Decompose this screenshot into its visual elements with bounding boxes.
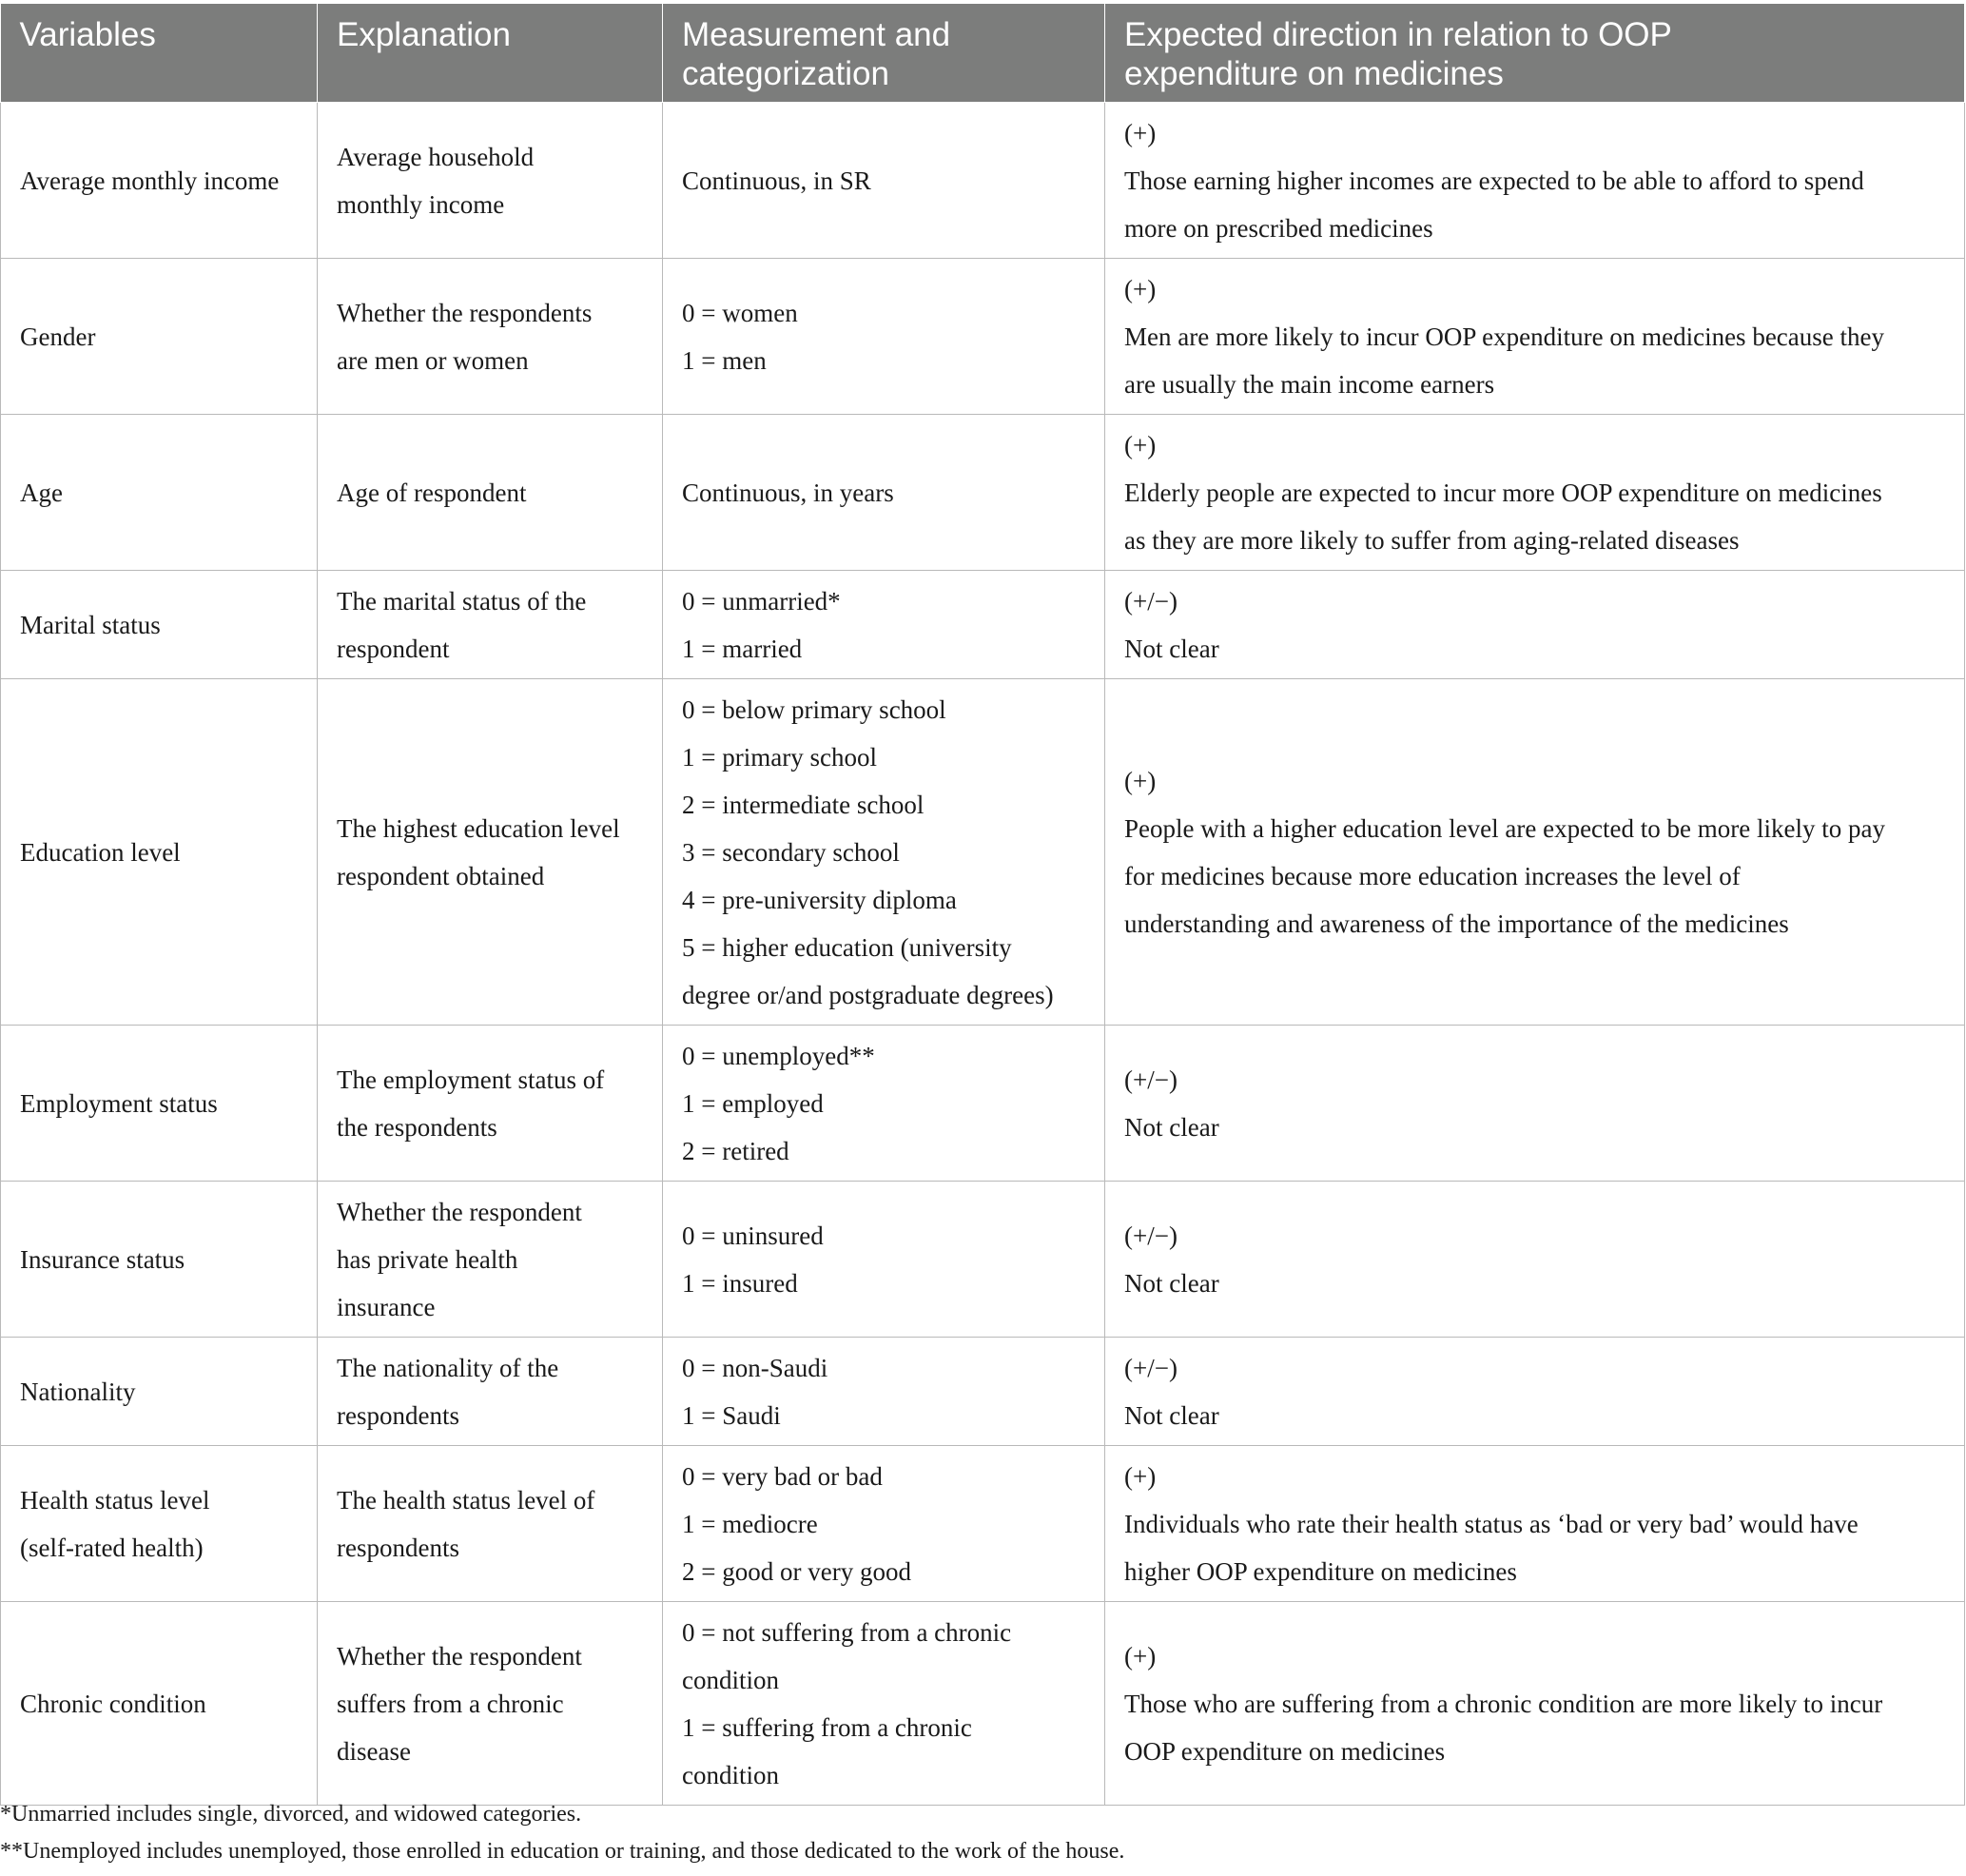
cell-explanation (318, 1446, 663, 1602)
cell-line: Not clear (1124, 635, 1219, 663)
cell-explanation (318, 259, 663, 415)
cell-line: are men or women (337, 346, 529, 375)
cell-line: (+) (1124, 1642, 1157, 1671)
cell-line: Whether the respondent (337, 1198, 582, 1226)
cell-line: 5 = higher education (university (682, 933, 1012, 962)
cell-line: 0 = very bad or bad (682, 1462, 883, 1491)
cell-line: (+/−) (1124, 1354, 1178, 1382)
cell-line: 3 = secondary school (682, 838, 900, 867)
cell-line: 0 = unemployed** (682, 1042, 875, 1070)
cell-line: Elderly people are expected to incur more OOP expenditure on medicines (1124, 479, 1882, 507)
header-line: expenditure on medicines (1124, 55, 1504, 92)
footnote-unmarried: *Unmarried includes single, divorced, and widowed categories. (0, 1802, 582, 1827)
cell-measurement (663, 259, 1105, 415)
cell-line: Not clear (1124, 1401, 1219, 1430)
cell-explanation (318, 1182, 663, 1338)
cell-line: (+/−) (1124, 587, 1178, 616)
header-line: Measurement and (682, 16, 951, 53)
cell-line: Continuous, in years (682, 479, 894, 507)
cell-line: condition (682, 1761, 779, 1789)
cell-line: degree or/and postgraduate degrees) (682, 981, 1054, 1009)
header-expected-direction (1105, 4, 1965, 103)
cell-line: 4 = pre-university diploma (682, 886, 957, 914)
cell-line: Whether the respondents (337, 299, 593, 327)
cell-line: the respondents (337, 1113, 497, 1142)
table-header (1, 4, 1965, 103)
cell-line: 1 = insured (682, 1269, 798, 1298)
cell-expected-direction (1105, 571, 1965, 679)
cell-measurement (663, 1446, 1105, 1602)
footnote-unemployed: **Unemployed includes unemployed, those enrolled in education or training, and those dedicated to the work of the house. (0, 1839, 1125, 1864)
cell-line: Employment status (20, 1089, 218, 1118)
cell-explanation (318, 1602, 663, 1806)
cell-measurement (663, 571, 1105, 679)
cell-variable (1, 1446, 318, 1602)
cell-line: 2 = good or very good (682, 1557, 911, 1586)
cell-line: 1 = men (682, 346, 767, 375)
table-row (1, 415, 1965, 571)
cell-line: understanding and awareness of the importance of the medicines (1124, 909, 1789, 938)
cell-line: Those earning higher incomes are expected to be able to afford to spend (1124, 166, 1864, 195)
variables-table (0, 4, 1965, 1806)
cell-line: respondents (337, 1534, 459, 1562)
cell-line: 2 = retired (682, 1137, 789, 1165)
cell-line: 1 = Saudi (682, 1401, 781, 1430)
table-row (1, 1182, 1965, 1338)
cell-measurement (663, 103, 1105, 259)
cell-line: 1 = suffering from a chronic (682, 1713, 972, 1742)
cell-expected-direction (1105, 1338, 1965, 1446)
cell-line: (+) (1124, 119, 1157, 147)
cell-line: (+) (1124, 767, 1157, 795)
table-row (1, 679, 1965, 1026)
cell-variable (1, 1026, 318, 1182)
cell-line: Those who are suffering from a chronic condition are more likely to incur (1124, 1690, 1883, 1718)
cell-line: 0 = uninsured (682, 1221, 824, 1250)
header-line: Expected direction in relation to OOP (1124, 16, 1672, 53)
cell-line: Nationality (20, 1378, 136, 1406)
cell-line: (self-rated health) (20, 1534, 204, 1562)
cell-expected-direction (1105, 1446, 1965, 1602)
cell-explanation (318, 1338, 663, 1446)
table-row (1, 1602, 1965, 1806)
cell-line: Gender (20, 322, 96, 351)
cell-line: respondent obtained (337, 862, 545, 890)
table-row (1, 259, 1965, 415)
cell-expected-direction (1105, 259, 1965, 415)
cell-variable (1, 415, 318, 571)
cell-measurement (663, 415, 1105, 571)
header-row (1, 4, 1965, 103)
table-row (1, 103, 1965, 259)
cell-measurement (663, 679, 1105, 1026)
table-row (1, 571, 1965, 679)
cell-variable (1, 571, 318, 679)
cell-line: Individuals who rate their health status as ‘bad or very bad’ would have (1124, 1510, 1859, 1538)
cell-line: higher OOP expenditure on medicines (1124, 1557, 1517, 1586)
header-line: Variables (19, 16, 156, 53)
cell-line: respondents (337, 1401, 459, 1430)
cell-variable (1, 1182, 318, 1338)
cell-line: suffers from a chronic (337, 1690, 564, 1718)
cell-explanation (318, 1026, 663, 1182)
cell-line: The nationality of the (337, 1354, 559, 1382)
cell-line: 0 = below primary school (682, 695, 946, 724)
cell-measurement (663, 1602, 1105, 1806)
table-body (1, 103, 1965, 1806)
cell-line: 0 = non-Saudi (682, 1354, 828, 1382)
cell-measurement (663, 1026, 1105, 1182)
cell-line: Age (20, 479, 63, 507)
cell-line: 2 = intermediate school (682, 791, 925, 819)
cell-line: 0 = unmarried* (682, 587, 841, 616)
cell-line: Chronic condition (20, 1690, 206, 1718)
cell-line: The marital status of the (337, 587, 587, 616)
cell-line: Health status level (20, 1486, 210, 1514)
cell-explanation (318, 103, 663, 259)
cell-line: (+) (1124, 275, 1157, 303)
cell-measurement (663, 1182, 1105, 1338)
table-row (1, 1338, 1965, 1446)
cell-explanation (318, 415, 663, 571)
cell-expected-direction (1105, 1602, 1965, 1806)
cell-variable (1, 1338, 318, 1446)
cell-expected-direction (1105, 1182, 1965, 1338)
cell-line: Insurance status (20, 1245, 185, 1274)
cell-line: 1 = married (682, 635, 803, 663)
cell-line: 0 = not suffering from a chronic (682, 1618, 1012, 1647)
cell-line: Average household (337, 143, 535, 171)
cell-expected-direction (1105, 1026, 1965, 1182)
cell-line: Whether the respondent (337, 1642, 582, 1671)
header-line: categorization (682, 55, 889, 92)
cell-variable (1, 103, 318, 259)
cell-line: Education level (20, 838, 181, 867)
cell-line: has private health (337, 1245, 518, 1274)
header-explanation (318, 4, 663, 103)
cell-line: The highest education level (337, 814, 620, 843)
cell-line: disease (337, 1737, 411, 1766)
cell-line: more on prescribed medicines (1124, 214, 1433, 243)
cell-variable (1, 259, 318, 415)
cell-line: condition (682, 1666, 779, 1694)
table-row (1, 1446, 1965, 1602)
cell-line: Not clear (1124, 1269, 1219, 1298)
table-row (1, 1026, 1965, 1182)
cell-measurement (663, 1338, 1105, 1446)
cell-variable (1, 1602, 318, 1806)
cell-line: 1 = primary school (682, 743, 877, 772)
header-measurement (663, 4, 1105, 103)
cell-line: insurance (337, 1293, 436, 1321)
cell-line: The employment status of (337, 1065, 605, 1094)
cell-expected-direction (1105, 679, 1965, 1026)
cell-line: respondent (337, 635, 450, 663)
cell-line: The health status level of (337, 1486, 595, 1514)
cell-line: Not clear (1124, 1113, 1219, 1142)
cell-variable (1, 679, 318, 1026)
cell-line: as they are more likely to suffer from aging-related diseases (1124, 526, 1740, 555)
cell-line: for medicines because more education increases the level of (1124, 862, 1741, 890)
cell-line: 1 = employed (682, 1089, 824, 1118)
cell-line: 1 = mediocre (682, 1510, 818, 1538)
cell-line: Average monthly income (20, 166, 280, 195)
cell-line: (+/−) (1124, 1221, 1178, 1250)
cell-expected-direction (1105, 415, 1965, 571)
cell-line: Marital status (20, 611, 161, 639)
cell-explanation (318, 679, 663, 1026)
cell-line: Age of respondent (337, 479, 527, 507)
cell-expected-direction (1105, 103, 1965, 259)
cell-line: (+/−) (1124, 1065, 1178, 1094)
cell-line: Continuous, in SR (682, 166, 871, 195)
header-line: Explanation (337, 16, 511, 53)
cell-line: OOP expenditure on medicines (1124, 1737, 1446, 1766)
cell-line: (+) (1124, 1462, 1157, 1491)
header-variables (1, 4, 318, 103)
cell-line: 0 = women (682, 299, 798, 327)
cell-explanation (318, 571, 663, 679)
cell-line: monthly income (337, 190, 505, 219)
cell-line: People with a higher education level are expected to be more likely to pay (1124, 814, 1885, 843)
cell-line: (+) (1124, 431, 1157, 459)
cell-line: are usually the main income earners (1124, 370, 1495, 399)
cell-line: Men are more likely to incur OOP expenditure on medicines because they (1124, 322, 1884, 351)
